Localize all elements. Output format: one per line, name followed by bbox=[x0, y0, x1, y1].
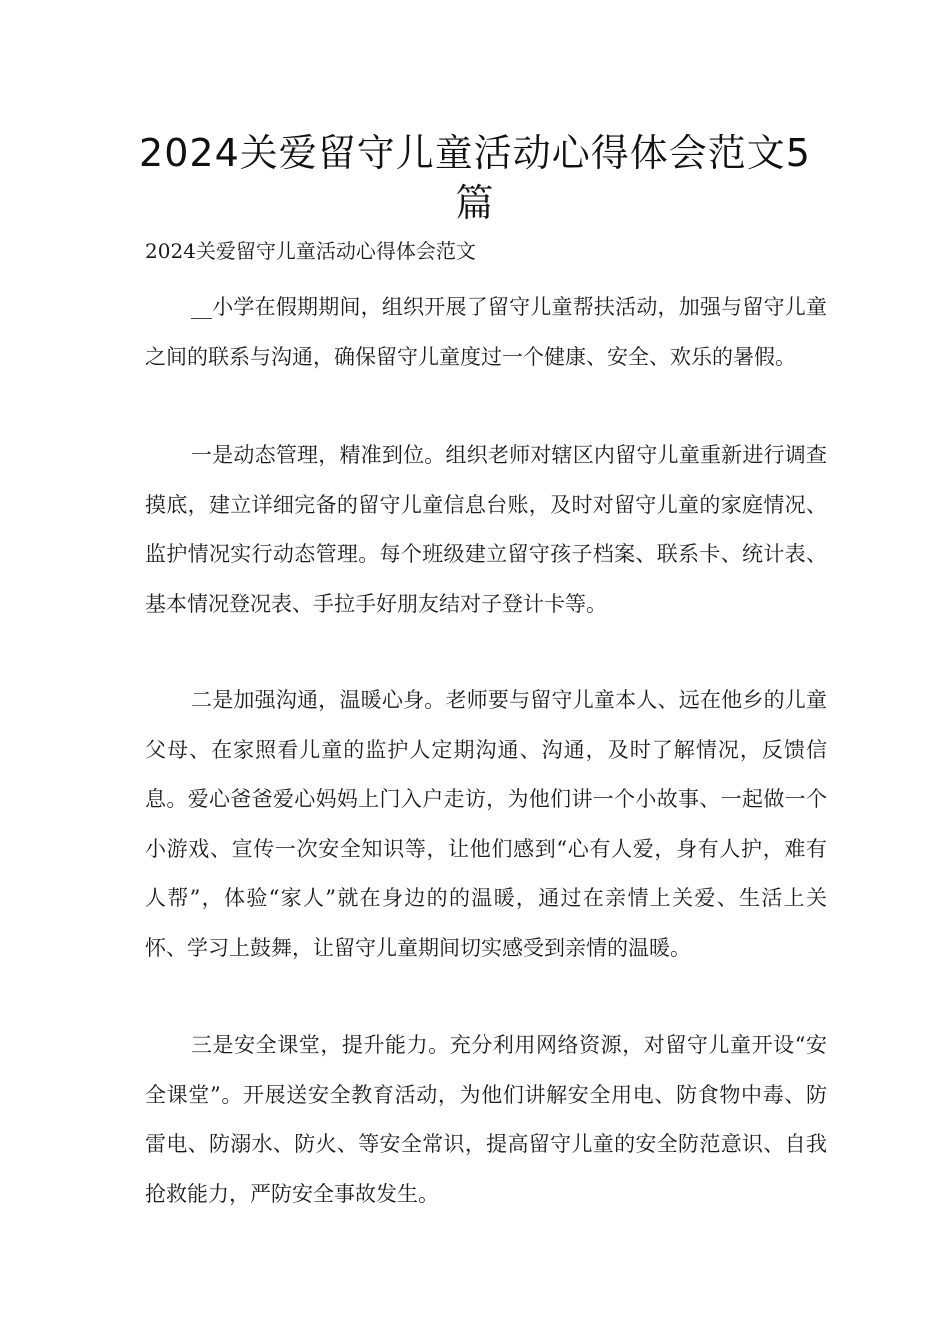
paragraph-intro: __小学在假期期间，组织开展了留守儿童帮扶活动，加强与留守儿童之间的联系与沟通，确保留守儿童度过一个健康、安全、欢乐的暑假。 bbox=[145, 295, 827, 369]
document-subtitle: 2024关爱留守儿童活动心得体会范文 bbox=[145, 239, 476, 263]
paragraph-communication: 二是加强沟通，温暖心身。老师要与留守儿童本人、远在他乡的儿童父母、在家照看儿童的监护人定期沟通、沟通，及时了解情况，反馈信息。爱心爸爸爱心妈妈上门入户走访，为他们讲一个小故事、一起做一个小游戏、宣传一次安全知识等，让他们感到“心有人爱，身有人护，难有人帮”，体验“家人”就在身边的的温暖，通过在亲情上关爱、生活上关怀、学习上鼓舞，让留守儿童期间切实感受到亲情的温暖。 bbox=[145, 688, 827, 960]
paragraph-safety-class: 三是安全课堂，提升能力。充分利用网络资源，对留守儿童开设“安全课堂”。开展送安全教育活动，为他们讲解安全用电、防食物中毒、防雷电、防溺水、防火、等安全常识，提高留守儿童的安全防范意识、自我抢救能力，严防安全事故发生。 bbox=[145, 1033, 827, 1206]
paragraph-dynamic-management: 一是动态管理，精准到位。组织老师对辖区内留守儿童重新进行调查摸底，建立详细完备的留守儿童信息台账，及时对留守儿童的家庭情况、监护情况实行动态管理。每个班级建立留守孩子档案、联系卡、统计表、基本情况登况表、手拉手好朋友结对子登计卡等。 bbox=[145, 443, 827, 616]
document-title: 2024关爱留守儿童活动心得体会范文5篇 bbox=[139, 131, 811, 225]
